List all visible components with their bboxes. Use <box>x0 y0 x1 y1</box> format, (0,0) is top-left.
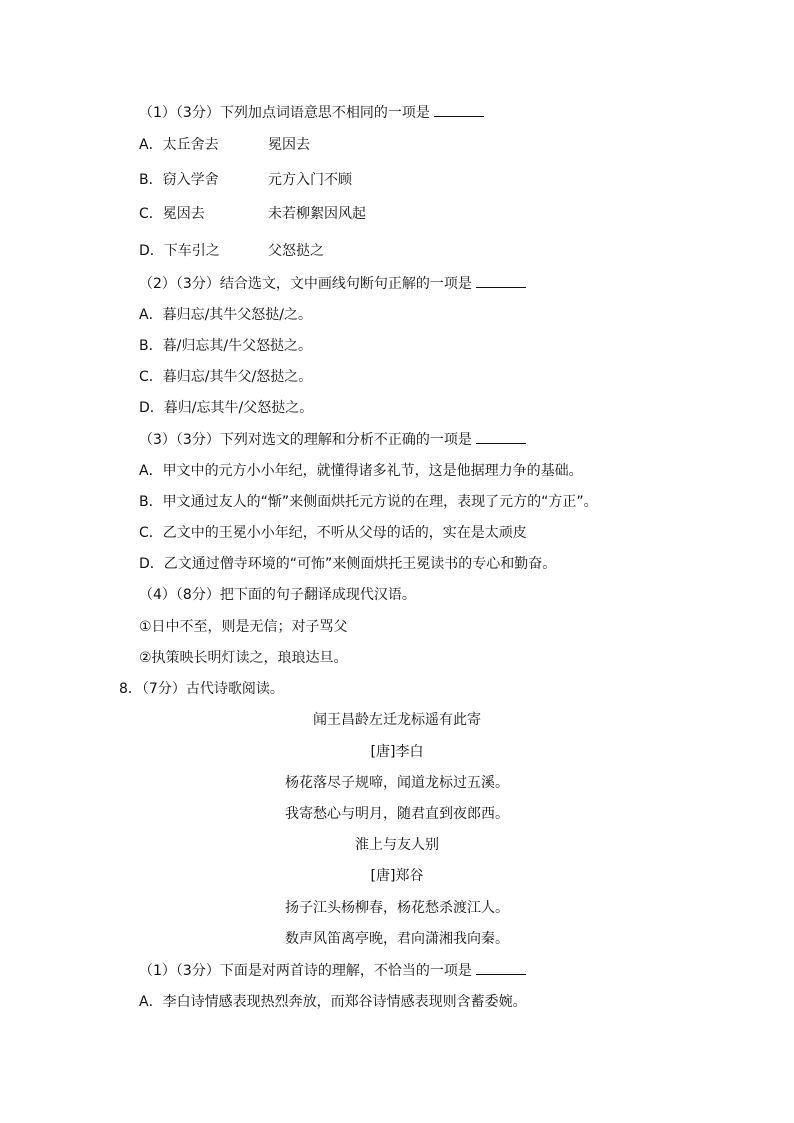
poem2-line-1: 扬子江头杨柳春，杨花愁杀渡江人。 <box>285 900 509 916</box>
poem1-title: 闻王昌龄左迁龙标遥有此寄 <box>313 712 481 728</box>
q7-s3-stem: （3）（3分）下列对选文的理解和分析不正确的一项是 <box>139 429 526 450</box>
poem2-line-2: 数声风笛离亭晚，君向潇湘我向秦。 <box>285 931 509 947</box>
q7-s4-item-2: ②执策映长明灯读之，琅琅达旦。 <box>139 650 348 666</box>
q7-s1-option-c-pair: 未若柳絮因风起 <box>268 206 366 222</box>
q7-s3-option-a: A．甲文中的元方小小年纪，就懂得诸多礼节，这是他据理力争的基础。 <box>139 463 583 479</box>
q7-s1-stem: （1）（3分）下列加点词语意思不相同的一项是 <box>139 102 484 123</box>
q7-s2-option-d: D．暮归/忘其牛/父怒挞之。 <box>139 400 314 416</box>
answer-blank <box>476 273 526 288</box>
q8-s1-stem: （1）（3分）下面是对两首诗的理解，不恰当的一项是 <box>139 960 526 981</box>
q7-s1-option-a: A．太丘舍去 <box>139 137 219 153</box>
q7-s1-option-d: D．下车引之 <box>139 243 220 259</box>
q7-s4-stem: （4）（8分）把下面的句子翻译成现代汉语。 <box>139 587 416 603</box>
q7-s2-option-b: B．暮/归忘其/牛父怒挞之。 <box>139 338 313 354</box>
poem2-title: 淮上与友人别 <box>355 837 439 853</box>
poem1-author: [唐]李白 <box>370 744 424 760</box>
q7-s1-option-a-pair: 冕因去 <box>268 137 310 153</box>
answer-blank <box>434 102 484 117</box>
q7-s1-option-c: C．冕因去 <box>139 206 205 222</box>
q7-s3-option-b: B．甲文通过友人的“惭”来侧面烘托元方说的在理，表现了元方的“方正”。 <box>139 494 598 510</box>
poem1-line-2: 我寄愁心与明月，随君直到夜郎西。 <box>285 806 509 822</box>
q7-s1-option-b: B．窃入学舍 <box>139 172 219 188</box>
q7-s1-option-d-pair: 父怒挞之 <box>268 243 324 259</box>
answer-blank <box>476 960 526 975</box>
poem1-line-1: 杨花落尽子规啼，闻道龙标过五溪。 <box>285 775 509 791</box>
q7-s3-option-d: D．乙文通过僧寺环境的“可怖”来侧面烘托王冕读书的专心和勤奋。 <box>139 556 557 572</box>
q7-s2-stem: （2）（3分）结合选文，文中画线句断句正解的一项是 <box>139 273 526 294</box>
q8-stem: 8．（7分）古代诗歌阅读。 <box>119 681 284 697</box>
poem2-author: [唐]郑谷 <box>370 868 424 884</box>
q7-s2-option-c: C．暮归忘/其牛父/怒挞之。 <box>139 369 313 385</box>
q7-s3-option-c: C．乙文中的王冕小小年纪，不听从父母的话的，实在是太顽皮 <box>139 525 527 541</box>
q8-s1-option-a: A．李白诗情感表现热烈奔放，而郑谷诗情感表现则含蓄委婉。 <box>139 994 527 1010</box>
q7-s4-item-1: ①日中不至，则是无信；对子骂父 <box>139 619 348 635</box>
q7-s1-option-b-pair: 元方入门不顾 <box>268 172 352 188</box>
q7-s2-option-a: A．暮归忘/其牛父怒挞/之。 <box>139 307 313 323</box>
answer-blank <box>476 429 526 444</box>
